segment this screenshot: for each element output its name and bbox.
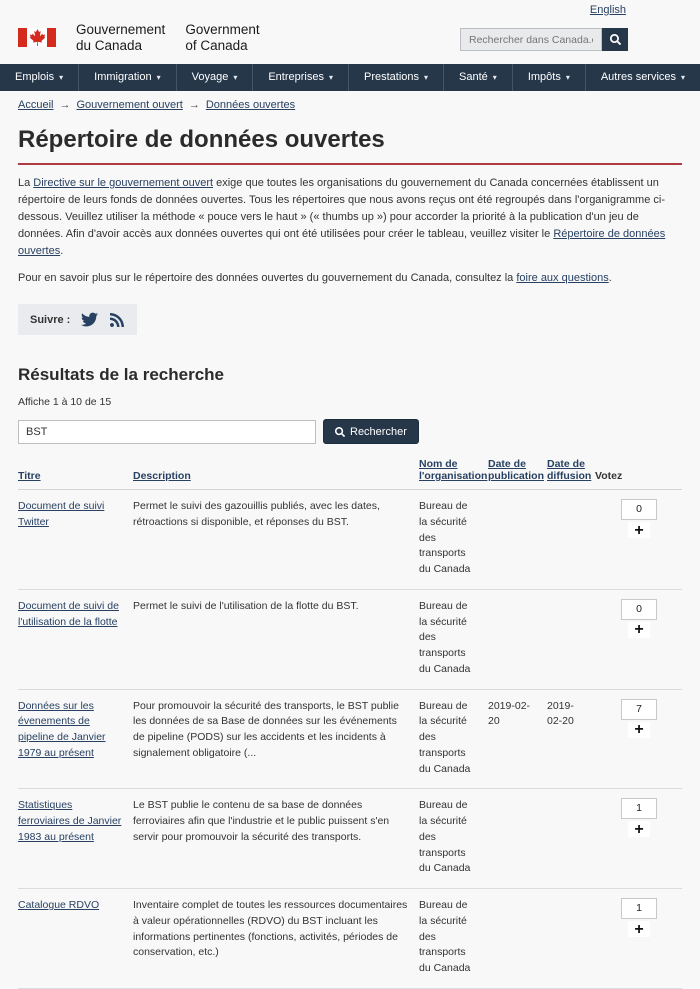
nav-item[interactable] [443, 64, 512, 91]
results-table [18, 458, 682, 989]
dataset-release-date [547, 589, 595, 689]
search-icon [610, 34, 621, 45]
breadcrumb-link[interactable]: Gouvernement ouvert [76, 98, 183, 111]
vote-count: 0 [621, 499, 657, 520]
nav-item[interactable] [585, 64, 700, 91]
twitter-icon[interactable] [79, 311, 100, 328]
dataset-description: Permet le suivi des gazouillis publiés, avec les dates, rétroactions si disponible, et réponses du BST. [133, 490, 419, 590]
sort-link[interactable]: Date de publication [488, 458, 544, 483]
dataset-description: Pour promouvoir la sécurité des transports, le BST publie les données de sa Base de données sur les événements de pipeline (PODS) sur les accidents et les incidents à signalement obligatoire (... [133, 689, 419, 789]
sort-link[interactable]: Titre [18, 470, 41, 483]
main-content [0, 99, 700, 989]
column-header [133, 458, 419, 490]
results-search-button[interactable] [323, 419, 419, 444]
chevron-down-icon: ▾ [565, 72, 570, 82]
intro [18, 175, 682, 287]
vote-widget [621, 798, 657, 837]
nav-item-label: Autres services [600, 71, 677, 84]
vote-up-button[interactable]: + [628, 522, 650, 538]
chevron-down-icon: ▾ [233, 72, 238, 82]
nav-item[interactable] [78, 64, 175, 91]
nav-item[interactable] [348, 64, 443, 91]
table-header-row [18, 458, 682, 490]
dataset-organization: Bureau de la sécurité des transports du Canada [419, 589, 488, 689]
sort-link[interactable]: Nom de l'organisation [419, 458, 488, 483]
vote-widget [621, 499, 657, 538]
dataset-release-date [547, 789, 595, 889]
table-row [18, 490, 682, 590]
results-search-input[interactable] [18, 420, 316, 444]
canada-flag-icon [18, 28, 56, 47]
main-nav [0, 64, 700, 91]
rss-icon[interactable] [109, 312, 125, 328]
table-row [18, 889, 682, 989]
nav-item[interactable] [512, 64, 585, 91]
chevron-down-icon: ▾ [328, 72, 333, 82]
site-search [460, 28, 628, 51]
dataset-organization: Bureau de la sécurité des transports du Canada [419, 689, 488, 789]
breadcrumb [18, 99, 682, 111]
column-header [419, 458, 488, 490]
results-title: Résultats de la recherche [18, 365, 224, 385]
main-nav-list [0, 64, 700, 91]
chevron-down-icon: ▾ [59, 72, 64, 82]
column-header [488, 458, 547, 490]
nav-item[interactable] [0, 64, 78, 91]
wordmark-en: Government of Canada [185, 22, 260, 53]
vote-widget [621, 898, 657, 937]
dataset-title-link[interactable]: Données sur les évenements de pipeline de Janvier 1979 au présent [18, 699, 106, 759]
chevron-down-icon: ▾ [681, 72, 686, 82]
results-count: Affiche 1 à 10 de 15 [18, 396, 112, 409]
vote-widget [621, 699, 657, 738]
breadcrumb-separator-icon: → [188, 98, 200, 111]
chevron-down-icon: ▾ [424, 72, 429, 82]
nav-item-label: Entreprises [268, 71, 324, 84]
vote-up-button[interactable]: + [628, 921, 650, 937]
vote-count: 1 [621, 898, 657, 919]
dataset-organization: Bureau de la sécurité des transports du Canada [419, 789, 488, 889]
dataset-description: Inventaire complet de toutes les ressources documentaires à valeur opérationnelles (RDVO) du BST incluant les informations pertinentes (fonctions, activités, périodes de conservation, etc.) [133, 889, 419, 989]
table-row [18, 589, 682, 689]
vote-widget [621, 599, 657, 638]
nav-item-label: Impôts [527, 71, 561, 84]
dataset-organization: Bureau de la sécurité des transports du Canada [419, 490, 488, 590]
dataset-publication-date [488, 490, 547, 590]
search-icon [335, 427, 345, 437]
sort-link[interactable]: Date de diffusion [547, 458, 592, 483]
column-header-label: Votez [595, 470, 623, 483]
inline-link[interactable]: Directive sur le gouvernement ouvert [33, 176, 214, 189]
vote-up-button[interactable]: + [628, 821, 650, 837]
results-search-button-label: Rechercher [350, 425, 407, 438]
breadcrumb-link[interactable]: Accueil [18, 98, 54, 111]
nav-item-label: Prestations [364, 71, 420, 84]
language-toggle-link[interactable]: English [589, 4, 626, 16]
dataset-title-link[interactable]: Document de suivi de l'utilisation de la flotte [18, 599, 119, 628]
vote-up-button[interactable]: + [628, 722, 650, 738]
vote-count: 0 [621, 599, 657, 620]
dataset-description: Permet le suivi de l'utilisation de la flotte du BST. [133, 589, 419, 689]
column-header [595, 458, 682, 490]
intro-paragraph: La Directive sur le gouvernement ouvert exige que toutes les organisations du gouvernement du Canada concernées établissent un répertoire de leurs fonds de données ouvertes. Tous les répertoires que nous avons reçus ont été regroupés dans l'organigramme ci-dessous. Veuillez utiliser la méthode « pouce vers le haut » (« thumbs up ») pour accorder la priorité à la publication d'un jeu de données. Afin d'avoir accès aux données ouvertes qui ont été utilisées pour créer le tableau, veuillez visiter le Répertoire de données ouvertes. [18, 176, 666, 258]
column-header [547, 458, 595, 490]
table-row [18, 789, 682, 889]
dataset-release-date [547, 490, 595, 590]
dataset-title-link[interactable]: Statistiques ferroviaires de Janvier 1983 au présent [18, 799, 122, 843]
dataset-publication-date [488, 789, 547, 889]
site-search-input[interactable] [460, 28, 602, 51]
dataset-release-date [547, 889, 595, 989]
sort-link[interactable]: Description [133, 470, 191, 483]
dataset-title-link[interactable]: Catalogue RDVO [18, 899, 100, 912]
dataset-publication-date: 2019-02-20 [488, 689, 547, 789]
page-title: Répertoire de données ouvertes [18, 126, 682, 165]
nav-item[interactable] [176, 64, 253, 91]
table-row [18, 689, 682, 789]
wordmark-fr: Gouvernement du Canada [76, 22, 166, 53]
vote-count: 1 [621, 798, 657, 819]
chevron-down-icon: ▾ [492, 72, 497, 82]
intro-paragraph: Pour en savoir plus sur le répertoire des données ouvertes du gouvernement du Canada, consultez la foire aux questions. [18, 272, 612, 285]
dataset-description: Le BST publie le contenu de sa base de données ferroviaires afin que l'industrie et le public puissent s'en servir pour promouvoir la sécurité des transports. [133, 789, 419, 889]
follow-box [18, 304, 137, 335]
dataset-organization: Bureau de la sécurité des transports du Canada [419, 889, 488, 989]
site-search-button[interactable] [602, 28, 628, 51]
nav-item[interactable] [252, 64, 348, 91]
nav-item-label: Santé [459, 71, 488, 84]
nav-item-label: Voyage [191, 71, 229, 84]
vote-count: 7 [621, 699, 657, 720]
breadcrumb-separator-icon: → [59, 98, 71, 111]
breadcrumb-link[interactable]: Données ouvertes [205, 98, 296, 111]
follow-label: Suivre : [30, 313, 71, 326]
inline-link[interactable]: foire aux questions [516, 272, 609, 285]
dataset-title-link[interactable]: Document de suivi Twitter [18, 500, 105, 528]
dataset-publication-date [488, 589, 547, 689]
nav-item-label: Immigration [94, 71, 152, 84]
dataset-publication-date [488, 889, 547, 989]
vote-up-button[interactable]: + [628, 622, 650, 638]
inline-link[interactable]: Répertoire de données ouvertes [18, 227, 666, 258]
results-search-form [18, 419, 682, 444]
site-header [0, 0, 700, 64]
column-header [18, 458, 133, 490]
dataset-release-date: 2019-02-20 [547, 689, 595, 789]
chevron-down-icon: ▾ [156, 72, 161, 82]
nav-item-label: Emplois [15, 71, 55, 84]
